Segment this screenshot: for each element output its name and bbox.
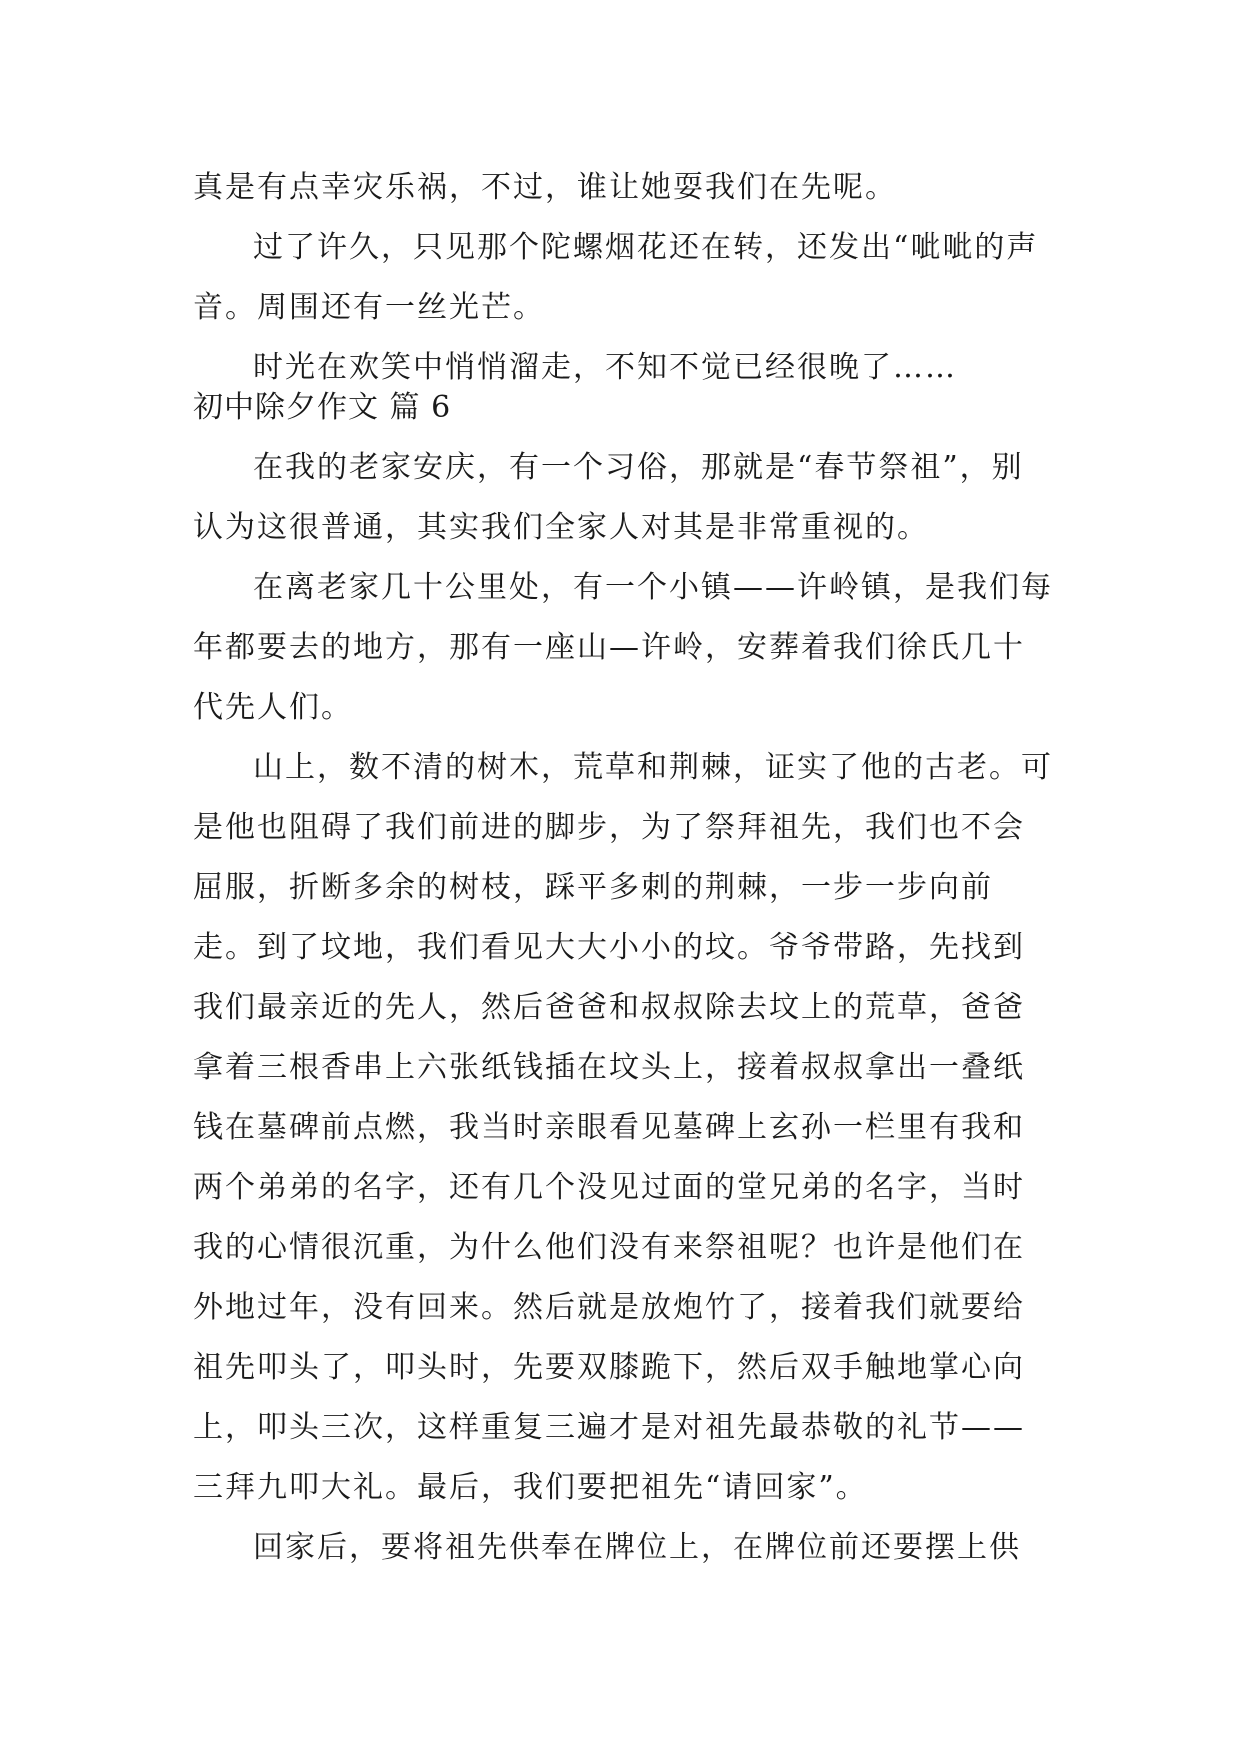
paragraph-3: 时光在欢笑中悄悄溜走，不知不觉已经很晚了…… [253, 350, 957, 385]
document-body [193, 158, 1053, 1578]
paragraph-1: 真是有点幸灾乐祸，不过，谁让她耍我们在先呢。 [193, 170, 897, 205]
paragraph-6: 山上，数不清的树木，荒草和荆棘，证实了他的古老。可是他也阻碍了我们前进的脚步，为了祭拜祖先，我们也不会屈服，折断多余的树枝，踩平多刺的荆棘，一步一步向前走。到了坟地，我们看见大大小小的坟。爷爷带路，先找到我们最亲近的先人，然后爸爸和叔叔除去坟上的荒草，爸爸拿着三根香串上六张纸钱插在坟头上，接着叔叔拿出一叠纸钱在墓碑前点燃，我当时亲眼看见墓碑上玄孙一栏里有我和两个弟弟的名字，还有几个没见过面的堂兄弟的名字，当时我的心情很沉重，为什么他们没有来祭祖呢？也许是他们在外地过年，没有回来。然后就是放炮竹了，接着我们就要给祖先叩头了，叩头时，先要双膝跪下，然后双手触地掌心向上，叩头三次，这样重复三遍才是对祖先最恭敬的礼节——三拜九叩大礼。最后，我们要把祖先“请回家”。 [193, 750, 1053, 1505]
paragraph-5: 在离老家几十公里处，有一个小镇——许岭镇，是我们每年都要去的地方，那有一座山—许岭，安葬着我们徐氏几十代先人们。 [193, 570, 1053, 725]
paragraph-7: 回家后，要将祖先供奉在牌位上，在牌位前还要摆上供 [253, 1530, 1021, 1565]
paragraph-2: 过了许久，只见那个陀螺烟花还在转，还发出“呲呲的声音。周围还有一丝光芒。 [193, 230, 1039, 325]
section-heading: 初中除夕作文 篇 6 [193, 390, 452, 425]
paragraph-4: 在我的老家安庆，有一个习俗，那就是“春节祭祖”，别认为这很普通，其实我们全家人对其是非常重视的。 [193, 450, 1024, 545]
